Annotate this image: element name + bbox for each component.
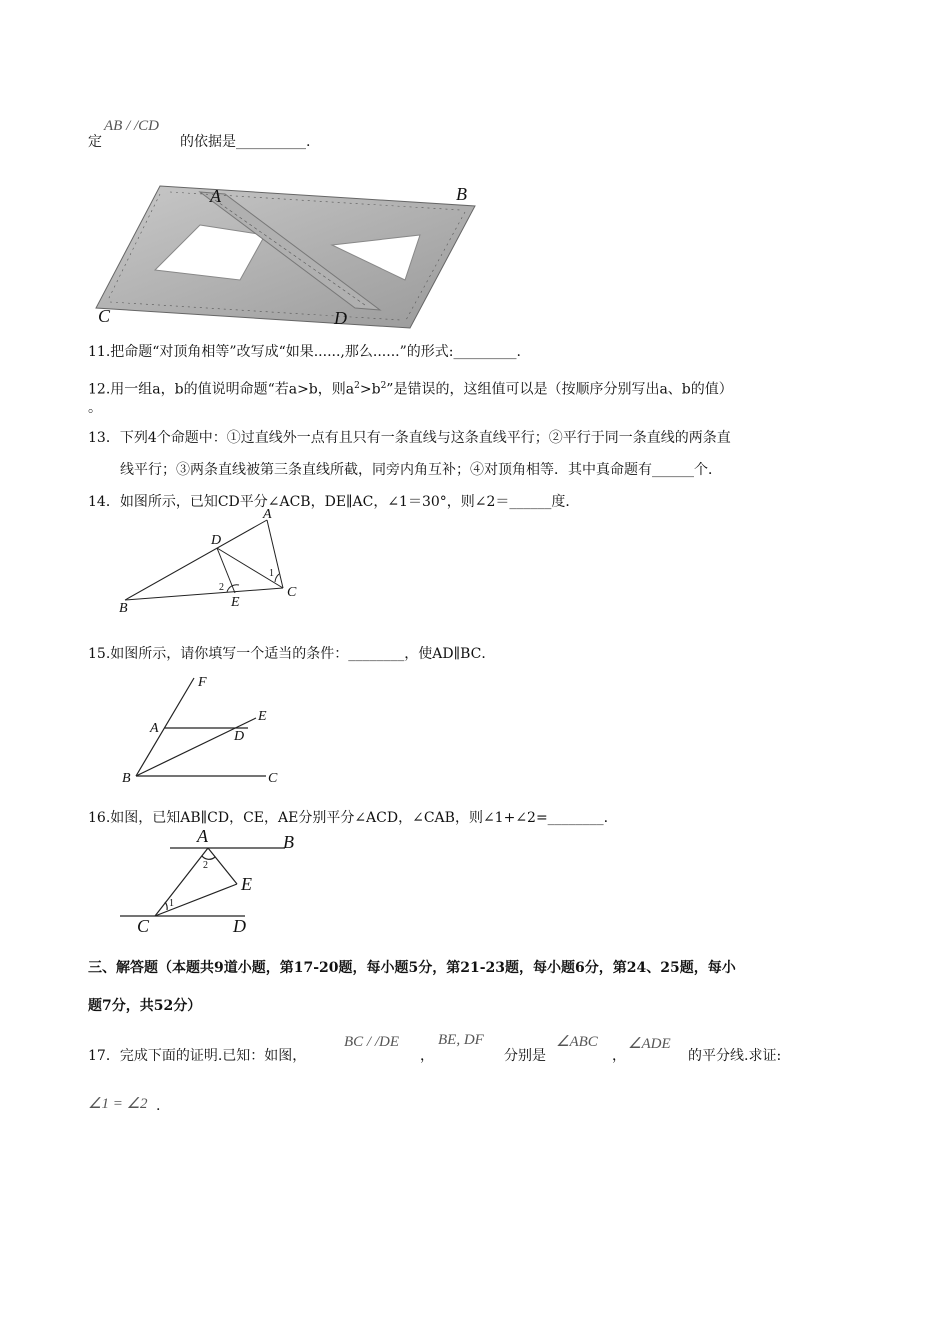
fig10-label-D: D [334,308,347,328]
q12-end: 。 [88,400,102,416]
fig14-label-C: C [287,585,297,600]
q12-text [88,376,733,400]
fig16-label-B: B [283,832,294,852]
q12-sup2: 2 [380,381,387,391]
q12-part-c: ”是错误的，这组值可以是（按顺序分别写出a、b的值） [386,381,733,398]
q17-part-a: 17．完成下面的证明.已知：如图， [88,1048,307,1064]
fig15-label-A: A [150,721,159,736]
section3-line2: 题7分，共52分） [88,998,202,1014]
line-BF [136,678,194,776]
fig14-label-B: B [119,601,128,616]
fig14-label-E: E [231,595,240,610]
q17-math-2: BE, DF [438,1032,484,1048]
fig16-label-A: A [197,826,208,846]
q10-math: AB / /CD [104,118,159,134]
q17-math-3: ∠ABC [556,1034,598,1050]
q15-text: 15.如图所示，请你填写一个适当的条件：________，使AD∥BC． [88,646,496,662]
angle-2-arc [202,856,215,859]
fig16-label-E: E [241,874,252,894]
fig16-angle-1: 1 [169,898,174,909]
fig16-angle-2: 2 [203,860,208,871]
line-BC [125,588,283,600]
section3-line1: 三、解答题（本题共9道小题，第17-20题，每小题5分，第21-23题，每小题6分，第24、25题，每小 [88,960,736,976]
q17-part-c: 的平分线.求证: [688,1048,782,1064]
q17-end: . [156,1098,161,1114]
fig15-label-E: E [258,709,267,724]
fig14-label-D: D [211,533,222,548]
figure-lines-adbc [118,668,288,788]
angle-1-arc [165,902,167,910]
q10-prefix: 定 [88,134,102,150]
q14-text: 14．如图所示，已知CD平分∠ACB，DE∥AC，∠1＝30°，则∠2＝______度． [88,494,580,510]
figure-set-squares [90,180,490,330]
fig10-label-A: A [210,186,221,206]
fig15-label-F: F [198,675,207,690]
figure-triangle-abc [115,508,315,618]
q17-comma-2: ， [612,1048,626,1064]
fig14-angle-2: 2 [219,582,224,593]
fig14-angle-1: 1 [269,568,274,579]
q12-sup1: 2 [354,381,360,391]
fig14-label-A: A [263,507,272,522]
q13-line1: 13．下列4个命题中：①过直线外一点有且只有一条直线与这条直线平行；②平行于同一条直线的两条直 [88,430,731,446]
q17-math-1: BC / /DE [344,1034,399,1050]
q11-text: 11.把命题“对顶角相等”改写成“如果......,那么......”的形式:_________. [88,344,521,360]
fig15-label-D: D [234,729,245,744]
fig10-label-B: B [456,184,467,204]
figure-parallel-ab-cd [115,826,315,938]
fig15-label-C: C [268,771,278,786]
q17-math-4: ∠ADE [628,1036,671,1052]
q17-part-b: 分别是 [504,1048,546,1064]
fig10-label-C: C [98,306,111,326]
fig15-label-B: B [122,771,131,786]
q13-line2: 线平行；③两条直线被第三条直线所截，同旁内角互补；④对顶角相等．其中真命题有______个． [120,462,722,478]
q12-part-b: >b [359,381,381,398]
line-AE [208,848,237,884]
q12-part-a: 12.用一组a，b的值说明命题“若a>b，则a [88,381,355,398]
q10-suffix: 的依据是__________. [180,134,311,150]
q17-comma-1: ， [420,1048,434,1064]
ruler-board [96,186,475,328]
fig16-label-D: D [233,916,246,936]
line-BA [125,520,267,600]
q17-math-5: ∠1 = ∠2 [88,1096,148,1112]
fig16-label-C: C [137,916,150,936]
angle-1-arc [275,574,279,582]
q16-text: 16.如图，已知AB∥CD，CE，AE分别平分∠ACD，∠CAB，则∠1+∠2=________. [88,810,609,826]
